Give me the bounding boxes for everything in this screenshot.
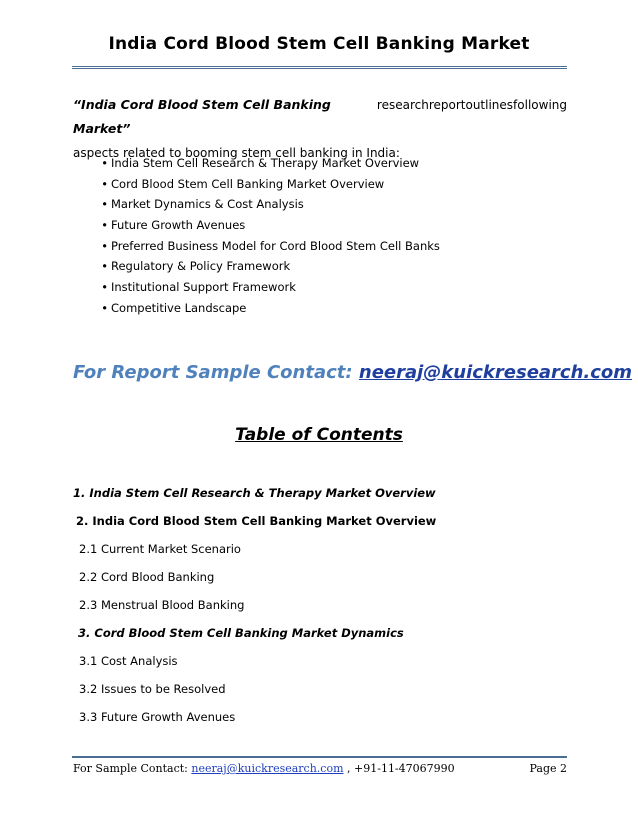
sample-contact-line (73, 362, 632, 383)
intro-word: report (428, 98, 466, 112)
toc-entry: 1. India Stem Cell Research & Therapy Market Overview (73, 486, 436, 500)
toc-entry: 3. Cord Blood Stem Cell Banking Market Dynamics (78, 626, 404, 640)
list-item: • Institutional Support Framework (73, 277, 440, 298)
intro-word: following (513, 98, 567, 112)
bullet-icon: • (101, 300, 108, 315)
bullet-icon: • (101, 280, 108, 295)
footer-contact-label: For Sample Contact: (73, 762, 188, 775)
intro-quote: “India Cord Blood Stem Cell Banking Market” (73, 97, 331, 136)
list-item: • Regulatory & Policy Framework (73, 256, 440, 277)
page-header-title: India Cord Blood Stem Cell Banking Market (108, 34, 530, 54)
toc-entry: 3.3 Future Growth Avenues (79, 710, 236, 724)
toc-entry: 3.2 Issues to be Resolved (79, 682, 226, 696)
footer-divider (72, 756, 567, 758)
intro-word: research (376, 98, 429, 112)
toc-entry: 2. India Cord Blood Stem Cell Banking Market Overview (76, 514, 437, 528)
list-item: • Preferred Business Model for Cord Blood Stem Cell Banks (73, 236, 440, 257)
footer-email-link[interactable]: neeraj@kuickresearch.com (191, 762, 344, 775)
page-number: Page 2 (529, 762, 567, 775)
aspects-list (73, 153, 440, 319)
list-item: • Market Dynamics & Cost Analysis (73, 194, 440, 215)
bullet-icon: • (101, 197, 108, 212)
toc-entry: 3.1 Cost Analysis (79, 654, 178, 668)
bullet-icon: • (101, 156, 108, 170)
toc-entry: 2.1 Current Market Scenario (79, 542, 241, 556)
list-item: • India Stem Cell Research & Therapy Market Overview (73, 153, 440, 174)
list-item: • Cord Blood Stem Cell Banking Market Overview (73, 174, 440, 195)
intro-word: outlines (465, 98, 514, 112)
footer-contact (73, 762, 455, 775)
toc-heading: Table of Contents (235, 425, 403, 445)
sample-contact-label: For Report Sample Contact: (73, 362, 353, 383)
list-item: • Future Growth Avenues (73, 215, 440, 236)
bullet-icon: • (101, 218, 108, 233)
intro-line-2: aspects related to booming stem cell banking in India: (73, 146, 400, 160)
footer-phone: , +91-11-47067990 (347, 762, 455, 775)
toc-entry: 2.2 Cord Blood Banking (79, 570, 215, 584)
sample-contact-email-link[interactable]: neeraj@kuickresearch.com (358, 362, 633, 383)
bullet-icon: • (101, 259, 108, 274)
bullet-icon: • (101, 176, 108, 191)
toc-entry: 2.3 Menstrual Blood Banking (79, 598, 245, 612)
bullet-icon: • (101, 238, 108, 253)
header-divider (72, 66, 567, 69)
list-item: • Competitive Landscape (73, 298, 440, 319)
